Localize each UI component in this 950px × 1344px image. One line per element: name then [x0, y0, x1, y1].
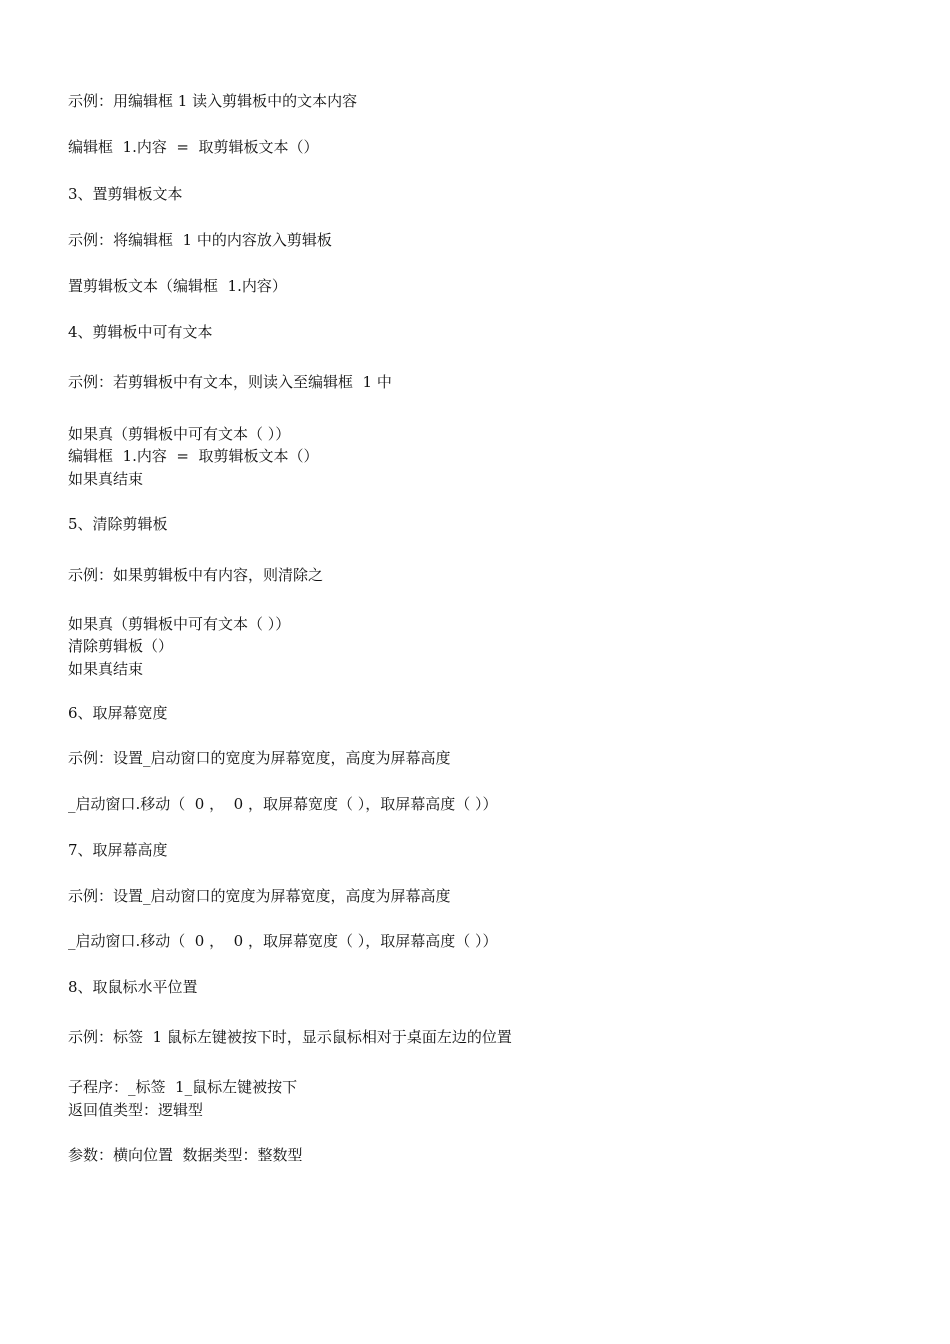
text-line: 如果真（剪辑板中可有文本（ ））: [68, 615, 291, 633]
text-line: 子程序：_标签 1_鼠标左键被按下: [68, 1078, 298, 1096]
text-line: 清除剪辑板（）: [68, 637, 174, 655]
section-heading: 7、取屏幕高度: [68, 841, 168, 859]
text-line: 置剪辑板文本（编辑框 1.内容）: [68, 277, 287, 295]
text-line: 示例：若剪辑板中有文本，则读入至编辑框 1 中: [68, 373, 392, 391]
text-line: 如果真结束: [68, 660, 144, 678]
text-line: _启动窗口.移动（ 0 ， 0 ，取屏幕宽度（ ），取屏幕高度（ ））: [68, 932, 498, 950]
text-line: 编辑框 1.内容 = 取剪辑板文本（）: [68, 138, 319, 156]
text-line: _启动窗口.移动（ 0 ， 0 ，取屏幕宽度（ ），取屏幕高度（ ））: [68, 795, 498, 813]
section-heading: 4、剪辑板中可有文本: [68, 323, 213, 341]
text-line: 示例：将编辑框 1 中的内容放入剪辑板: [68, 231, 332, 249]
section-heading: 5、清除剪辑板: [68, 515, 168, 533]
text-line: 如果真结束: [68, 470, 144, 488]
section-heading: 6、取屏幕宽度: [68, 704, 168, 722]
text-line: 返回值类型：逻辑型: [68, 1101, 204, 1119]
section-heading: 8、取鼠标水平位置: [68, 978, 198, 996]
text-line: 示例：设置_启动窗口的宽度为屏幕宽度，高度为屏幕高度: [68, 749, 451, 767]
text-line: 示例：用编辑框 1 读入剪辑板中的文本内容: [68, 92, 358, 110]
text-line: 示例：如果剪辑板中有内容，则清除之: [68, 566, 324, 584]
section-heading: 3、置剪辑板文本: [68, 185, 183, 203]
text-line: 示例：设置_启动窗口的宽度为屏幕宽度，高度为屏幕高度: [68, 887, 451, 905]
text-line: 如果真（剪辑板中可有文本（ ））: [68, 425, 291, 443]
text-line: 参数：横向位置 数据类型：整数型: [68, 1146, 303, 1164]
text-line: 示例：标签 1 鼠标左键被按下时，显示鼠标相对于桌面左边的位置: [68, 1028, 512, 1046]
text-line: 编辑框 1.内容 = 取剪辑板文本（）: [68, 447, 319, 465]
